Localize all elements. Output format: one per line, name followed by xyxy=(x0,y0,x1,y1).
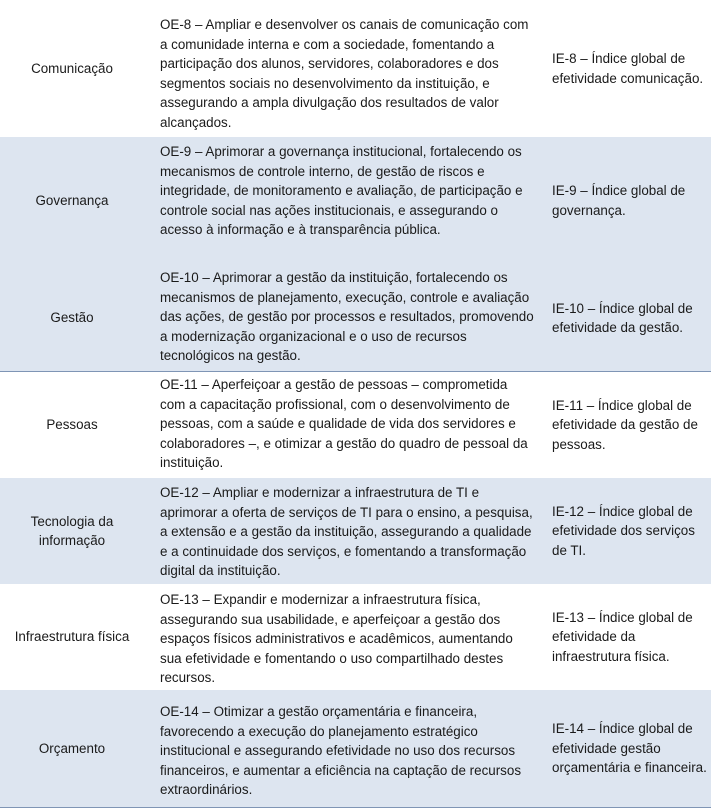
area-cell: Governança xyxy=(35,192,109,208)
indicator-cell: IE-9 – Índice global de governança. xyxy=(552,183,686,218)
area-cell: Comunicação xyxy=(31,60,113,76)
area-cell: Infraestrutura física xyxy=(14,629,130,645)
objective-cell: OE-12 – Ampliar e modernizar a infraestrutura de TI e aprimorar a oferta de serviços de TI para o ensino, a pesquisa, a extensão e a gestão da instituição, assegurando a qualidade e a continuidade dos serviços, e fomentando a transformação digital da instituição. xyxy=(160,485,533,578)
indicator-cell: IE-14 – Índice global de efetividade gestão orçamentária e financeira. xyxy=(552,721,707,776)
area-cell: Tecnologia da informação xyxy=(30,513,114,548)
table-row-infraestrutura xyxy=(0,584,711,690)
indicator-cell: IE-10 – Índice global de efetividade da gestão. xyxy=(552,300,693,335)
table-bottom-rule xyxy=(0,807,711,808)
objective-cell: OE-11 – Aperfeiçoar a gestão de pessoas – comprometida com a capacitação profissional, com o desenvolvimento de pessoas, com a saúde e qualidade de vida dos servidores e colaboradores –, e otimizar a gestão do quadro de pessoal da instituição. xyxy=(160,377,528,470)
table-row-comunicacao xyxy=(0,0,711,137)
area-cell: Gestão xyxy=(50,310,94,326)
table-row-tecnologia xyxy=(0,478,711,584)
indicator-cell: IE-13 – Índice global de efetividade da infraestrutura física. xyxy=(552,609,693,664)
area-cell: Orçamento xyxy=(38,740,106,756)
indicator-cell: IE-11 – Índice global de efetividade da gestão de pessoas. xyxy=(552,397,698,452)
objective-cell: OE-14 – Otimizar a gestão orçamentária e financeira, favorecendo a execução do planejamento estratégico institucional e assegurando efetividade no uso dos recursos financeiros, e aumentar a eficiência na captação de recursos extraordinários. xyxy=(160,704,522,797)
table-row-pessoas xyxy=(0,372,711,478)
objective-cell: OE-8 – Ampliar e desenvolver os canais de comunicação com a comunidade interna e com a sociedade, fomentando a participação dos alunos, servidores, colaboradores e dos segmentos sociais no desenvolvimento da instituição, e assegurando a ampla divulgação dos resultados de valor alcançados. xyxy=(160,17,529,130)
table-row-governanca xyxy=(0,137,711,372)
objective-cell: OE-9 – Aprimorar a governança institucional, fortalecendo os mecanismos de controle interno, de gestão de riscos e integridade, de monitoramento e avaliação, de participação e controle social nas ações institucionais, e assegurando o acesso à informação e à transparência pública. xyxy=(160,144,523,237)
indicator-cell: IE-8 – Índice global de efetividade comunicação. xyxy=(552,51,704,86)
table-row-orcamento xyxy=(0,690,711,807)
objective-cell: OE-10 – Aprimorar a gestão da instituição, fortalecendo os mecanismos de planejamento, execução, controle e avaliação das ações, de gestão por processos e resultados, promovendo a modernização organizacional e o uso de recursos tecnológicos na gestão. xyxy=(160,270,534,363)
objective-cell: OE-13 – Expandir e modernizar a infraestrutura física, assegurando sua usabilidade, e aperfeiçoar a gestão dos espaços físicos administrativos e acadêmicos, aumentando sua efetividade e fomentando o uso compartilhado destes recursos. xyxy=(160,592,513,685)
indicator-cell: IE-12 – Índice global de efetividade dos serviços de TI. xyxy=(552,503,695,558)
area-cell: Pessoas xyxy=(46,417,98,433)
